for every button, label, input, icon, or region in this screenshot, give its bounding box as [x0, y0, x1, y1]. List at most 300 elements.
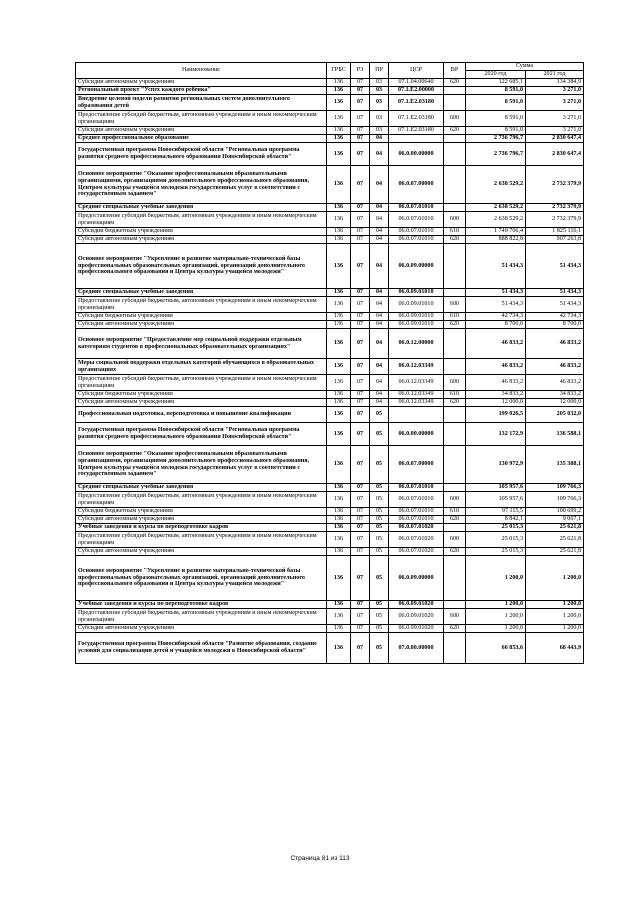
- cell-sum-2020: 51 434,3: [466, 297, 526, 313]
- cell-sum-2020: 8 591,0: [466, 111, 526, 127]
- cell-grbs: 136: [327, 228, 351, 236]
- cell-vr: 600: [444, 111, 466, 127]
- cell-pr: 05: [370, 524, 389, 532]
- cell-pr: 05: [370, 548, 389, 556]
- header-pr: ПР: [370, 63, 389, 79]
- table-row: [76, 313, 584, 321]
- cell-sum-2020: 51 434,3: [466, 244, 526, 289]
- cell-csr: 07.1.E2.00000: [389, 87, 444, 95]
- cell-grbs: 136: [327, 79, 351, 87]
- cell-rz: 07: [351, 79, 370, 87]
- cell-sum-2021: 25 621,8: [526, 532, 584, 548]
- table-row: [76, 609, 584, 625]
- cell-sum-2021: 2 732 379,9: [526, 212, 584, 228]
- cell-sum-2021: 1 200,0: [526, 601, 584, 609]
- table-row: [76, 95, 584, 111]
- table-row: [76, 204, 584, 212]
- cell-sum-2021: 1 200,0: [526, 609, 584, 625]
- cell-sum-2020: 12 000,0: [466, 399, 526, 407]
- cell-grbs: 136: [327, 516, 351, 524]
- budget-table-container: [75, 62, 583, 664]
- cell-vr: [444, 289, 466, 297]
- cell-grbs: 136: [327, 508, 351, 516]
- cell-pr: 04: [370, 313, 389, 321]
- cell-sum-2021: 1 200,0: [526, 625, 584, 633]
- cell-vr: 600: [444, 532, 466, 548]
- cell-name: Средние специальные учебные заведения: [76, 204, 327, 212]
- cell-sum-2020: 132 172,9: [466, 423, 526, 446]
- cell-rz: 07: [351, 609, 370, 625]
- cell-grbs: 136: [327, 166, 351, 204]
- table-row: [76, 399, 584, 407]
- cell-vr: 610: [444, 313, 466, 321]
- cell-name: Основное мероприятие "Укрепление и развитие материально-технической базы профессиональных образовательных организаций, организаций дополнительного профессионального образования и Центра культуры учащейся молодежи": [76, 244, 327, 289]
- cell-csr: 06.0.09.00000: [389, 244, 444, 289]
- cell-csr: 06.0.09.01020: [389, 625, 444, 633]
- cell-name: Государственная программа Новосибирской области "Региональная программа развития среднего профессионального образования Новосибирской области": [76, 143, 327, 166]
- table-row: [76, 228, 584, 236]
- cell-grbs: 136: [327, 87, 351, 95]
- cell-csr: 06.0.12.03349: [389, 391, 444, 399]
- cell-csr: [389, 135, 444, 143]
- cell-sum-2020: 2 638 529,2: [466, 212, 526, 228]
- cell-grbs: 136: [327, 329, 351, 359]
- table-row: [76, 423, 584, 446]
- cell-grbs: 136: [327, 524, 351, 532]
- cell-sum-2020: 2 638 529,2: [466, 204, 526, 212]
- cell-sum-2020: 25 015,3: [466, 532, 526, 548]
- cell-sum-2021: 46 833,2: [526, 375, 584, 391]
- cell-rz: 07: [351, 236, 370, 244]
- cell-sum-2021: 34 833,2: [526, 391, 584, 399]
- cell-rz: 07: [351, 289, 370, 297]
- cell-sum-2020: 105 957,6: [466, 484, 526, 492]
- cell-pr: 04: [370, 297, 389, 313]
- cell-csr: 07.1.04.00640: [389, 79, 444, 87]
- cell-name: Субсидии автономным учреждениям: [76, 236, 327, 244]
- cell-name: Предоставление субсидий бюджетным, автономным учреждениям и иным некоммерческим организациям: [76, 212, 327, 228]
- cell-pr: 05: [370, 625, 389, 633]
- cell-sum-2020: 25 015,3: [466, 548, 526, 556]
- cell-sum-2020: 2 638 529,2: [466, 166, 526, 204]
- cell-vr: 620: [444, 127, 466, 135]
- cell-rz: 07: [351, 399, 370, 407]
- cell-vr: [444, 166, 466, 204]
- table-row: [76, 321, 584, 329]
- cell-vr: [444, 244, 466, 289]
- cell-sum-2021: 3 271,0: [526, 127, 584, 135]
- cell-sum-2021: 9 067,1: [526, 516, 584, 524]
- cell-grbs: 136: [327, 446, 351, 484]
- cell-rz: 07: [351, 228, 370, 236]
- cell-pr: 04: [370, 135, 389, 143]
- cell-grbs: 136: [327, 391, 351, 399]
- cell-name: Основное мероприятие "Укрепление и развитие материально-технической базы профессиональных образовательных организаций, организаций дополнительного профессионального образования и Центра культуры учащейся молодежи": [76, 556, 327, 601]
- cell-vr: [444, 204, 466, 212]
- cell-rz: 07: [351, 446, 370, 484]
- cell-sum-2020: 8 700,0: [466, 321, 526, 329]
- table-row: [76, 508, 584, 516]
- table-row: [76, 446, 584, 484]
- table-row: [76, 135, 584, 143]
- cell-name: Субсидии автономным учреждениям: [76, 321, 327, 329]
- header-year-2021: 2021 год: [526, 71, 584, 79]
- cell-pr: 05: [370, 484, 389, 492]
- header-grbs: ГРБС: [327, 63, 351, 79]
- cell-pr: 03: [370, 87, 389, 95]
- table-row: [76, 244, 584, 289]
- header-csr: ЦСР: [389, 63, 444, 79]
- cell-sum-2020: 8 591,0: [466, 95, 526, 111]
- cell-sum-2021: 46 833,2: [526, 329, 584, 359]
- cell-grbs: 136: [327, 236, 351, 244]
- cell-pr: 03: [370, 127, 389, 135]
- cell-csr: 06.0.12.03349: [389, 399, 444, 407]
- cell-pr: 04: [370, 244, 389, 289]
- cell-pr: 04: [370, 321, 389, 329]
- cell-grbs: 136: [327, 313, 351, 321]
- cell-rz: 07: [351, 524, 370, 532]
- cell-sum-2020: 1 200,0: [466, 609, 526, 625]
- cell-sum-2021: 136 588,1: [526, 423, 584, 446]
- cell-csr: 06.0.07.01010: [389, 508, 444, 516]
- cell-grbs: 136: [327, 297, 351, 313]
- cell-sum-2021: 205 032,0: [526, 407, 584, 423]
- cell-vr: 610: [444, 508, 466, 516]
- cell-vr: 600: [444, 212, 466, 228]
- cell-sum-2021: 2 732 379,9: [526, 166, 584, 204]
- cell-name: Среднее профессиональное образование: [76, 135, 327, 143]
- cell-vr: 610: [444, 228, 466, 236]
- cell-rz: 07: [351, 111, 370, 127]
- cell-sum-2020: 8 591,0: [466, 127, 526, 135]
- cell-sum-2021: 3 271,0: [526, 95, 584, 111]
- budget-table: [75, 62, 584, 664]
- cell-grbs: 136: [327, 609, 351, 625]
- cell-name: Меры социальной поддержки отдельных категорий обучающихся в образовательных организациях: [76, 359, 327, 375]
- cell-sum-2021: 2 732 379,9: [526, 204, 584, 212]
- cell-name: Основное мероприятие "Оказание профессиональными образовательными организациями, организациями дополнительного профессионального образования, Центром культуры учащейся молодежи государственных услуг в соответствии с государственным заданием": [76, 166, 327, 204]
- cell-rz: 07: [351, 127, 370, 135]
- cell-grbs: 136: [327, 625, 351, 633]
- cell-rz: 07: [351, 423, 370, 446]
- cell-vr: 610: [444, 391, 466, 399]
- cell-name: Средние специальные учебные заведения: [76, 289, 327, 297]
- cell-vr: 620: [444, 79, 466, 87]
- cell-sum-2020: 51 434,3: [466, 289, 526, 297]
- cell-name: Субсидии автономным учреждениям: [76, 127, 327, 135]
- cell-grbs: 136: [327, 375, 351, 391]
- cell-grbs: 136: [327, 95, 351, 111]
- cell-vr: [444, 601, 466, 609]
- table-row: [76, 516, 584, 524]
- cell-pr: 05: [370, 508, 389, 516]
- cell-pr: 05: [370, 633, 389, 664]
- cell-vr: [444, 446, 466, 484]
- cell-grbs: 136: [327, 399, 351, 407]
- table-row: [76, 212, 584, 228]
- cell-rz: 07: [351, 359, 370, 375]
- cell-name: Средние специальные учебные заведения: [76, 484, 327, 492]
- table-row: [76, 127, 584, 135]
- cell-sum-2021: 109 766,3: [526, 492, 584, 508]
- cell-sum-2021: 3 271,0: [526, 87, 584, 95]
- cell-sum-2020: 34 833,2: [466, 391, 526, 399]
- cell-sum-2020: 122 685,1: [466, 79, 526, 87]
- cell-csr: 06.0.07.01010: [389, 228, 444, 236]
- cell-csr: 06.0.07.01020: [389, 524, 444, 532]
- table-row: [76, 289, 584, 297]
- cell-rz: 07: [351, 516, 370, 524]
- cell-pr: 04: [370, 289, 389, 297]
- cell-name: Учебные заведения и курсы по переподготовке кадров: [76, 601, 327, 609]
- cell-vr: 600: [444, 297, 466, 313]
- cell-vr: [444, 95, 466, 111]
- cell-csr: 06.0.07.01020: [389, 548, 444, 556]
- cell-pr: 05: [370, 446, 389, 484]
- cell-csr: 06.0.07.01010: [389, 236, 444, 244]
- cell-pr: 03: [370, 111, 389, 127]
- table-row: [76, 556, 584, 601]
- cell-vr: 620: [444, 321, 466, 329]
- cell-rz: 07: [351, 87, 370, 95]
- table-row: [76, 391, 584, 399]
- table-row: [76, 329, 584, 359]
- cell-sum-2021: 12 000,0: [526, 399, 584, 407]
- cell-grbs: 136: [327, 289, 351, 297]
- cell-sum-2021: 135 388,1: [526, 446, 584, 484]
- cell-pr: 05: [370, 601, 389, 609]
- cell-name: Государственная программа Новосибирской области "Развитие образования, создание условий для социализации детей и учащейся молодежи в Новосибирской области": [76, 633, 327, 664]
- cell-pr: 05: [370, 532, 389, 548]
- cell-vr: [444, 143, 466, 166]
- cell-rz: 07: [351, 391, 370, 399]
- cell-sum-2021: 42 734,3: [526, 313, 584, 321]
- cell-sum-2021: 2 830 647,4: [526, 143, 584, 166]
- cell-rz: 07: [351, 484, 370, 492]
- cell-rz: 07: [351, 375, 370, 391]
- cell-grbs: 136: [327, 127, 351, 135]
- cell-grbs: 136: [327, 212, 351, 228]
- cell-rz: 07: [351, 633, 370, 664]
- table-row: [76, 297, 584, 313]
- cell-rz: 07: [351, 212, 370, 228]
- table-row: [76, 87, 584, 95]
- cell-sum-2021: 2 830 647,4: [526, 135, 584, 143]
- cell-name: Субсидии автономным учреждениям: [76, 625, 327, 633]
- cell-vr: 620: [444, 548, 466, 556]
- cell-sum-2021: 1 200,0: [526, 556, 584, 601]
- cell-name: Предоставление субсидий бюджетным, автономным учреждениям и иным некоммерческим организациям: [76, 532, 327, 548]
- cell-rz: 07: [351, 244, 370, 289]
- cell-rz: 07: [351, 297, 370, 313]
- table-row: [76, 143, 584, 166]
- cell-csr: 06.0.09.01020: [389, 609, 444, 625]
- cell-grbs: 136: [327, 601, 351, 609]
- cell-csr: 06.0.12.03349: [389, 359, 444, 375]
- cell-csr: 06.0.12.00000: [389, 329, 444, 359]
- cell-name: Предоставление субсидий бюджетным, автономным учреждениям и иным некоммерческим организациям: [76, 297, 327, 313]
- cell-sum-2021: 25 621,8: [526, 548, 584, 556]
- cell-name: Основное мероприятие "Оказание профессиональными образовательными организациями, организациями дополнительного профессионального образования, Центром культуры учащейся молодежи государственных услуг в соответствии с государственным заданием": [76, 446, 327, 484]
- cell-name: Субсидии автономным учреждениям: [76, 548, 327, 556]
- cell-rz: 07: [351, 492, 370, 508]
- cell-sum-2020: 1 749 706,4: [466, 228, 526, 236]
- cell-vr: 600: [444, 492, 466, 508]
- header-rz: РЗ: [351, 63, 370, 79]
- cell-csr: 06.0.00.00000: [389, 423, 444, 446]
- cell-vr: [444, 423, 466, 446]
- cell-sum-2020: 1 200,0: [466, 625, 526, 633]
- cell-pr: 05: [370, 516, 389, 524]
- cell-csr: 06.0.12.03349: [389, 375, 444, 391]
- cell-pr: 05: [370, 492, 389, 508]
- header-name: Наименование: [76, 63, 327, 79]
- cell-sum-2020: 46 833,2: [466, 329, 526, 359]
- table-row: [76, 532, 584, 548]
- cell-name: Субсидии автономным учреждениям: [76, 399, 327, 407]
- cell-grbs: 136: [327, 135, 351, 143]
- cell-csr: 06.0.09.00000: [389, 556, 444, 601]
- cell-grbs: 136: [327, 548, 351, 556]
- cell-csr: [389, 407, 444, 423]
- cell-sum-2021: 1 825 116,1: [526, 228, 584, 236]
- cell-grbs: 136: [327, 244, 351, 289]
- cell-sum-2020: 199 026,5: [466, 407, 526, 423]
- cell-vr: [444, 524, 466, 532]
- cell-pr: 04: [370, 228, 389, 236]
- cell-csr: 06.0.09.01010: [389, 297, 444, 313]
- cell-sum-2021: 907 263,8: [526, 236, 584, 244]
- table-row: [76, 601, 584, 609]
- table-row: [76, 166, 584, 204]
- cell-sum-2021: 51 434,3: [526, 244, 584, 289]
- cell-pr: 05: [370, 407, 389, 423]
- cell-csr: 07.1.E2.03180: [389, 95, 444, 111]
- cell-grbs: 136: [327, 484, 351, 492]
- cell-vr: 620: [444, 516, 466, 524]
- cell-vr: 600: [444, 375, 466, 391]
- cell-sum-2020: 25 015,3: [466, 524, 526, 532]
- cell-sum-2020: 66 853,6: [466, 633, 526, 664]
- cell-name: Субсидии бюджетным учреждениям: [76, 508, 327, 516]
- cell-csr: 06.0.07.01010: [389, 212, 444, 228]
- cell-name: Основное мероприятие "Предоставление мер социальной поддержки отдельным категориям студентов в профессиональных образовательных организациях": [76, 329, 327, 359]
- cell-csr: 06.0.07.01010: [389, 492, 444, 508]
- cell-vr: [444, 359, 466, 375]
- cell-csr: 06.0.09.01010: [389, 313, 444, 321]
- table-row: [76, 236, 584, 244]
- cell-vr: [444, 135, 466, 143]
- cell-name: Государственная программа Новосибирской области "Региональная программа развития среднего профессионального образования Новосибирской области": [76, 423, 327, 446]
- table-row: [76, 548, 584, 556]
- table-row: [76, 625, 584, 633]
- cell-sum-2021: 68 443,9: [526, 633, 584, 664]
- cell-sum-2021: 109 766,3: [526, 484, 584, 492]
- cell-sum-2021: 46 833,2: [526, 359, 584, 375]
- cell-name: Профессиональная подготовка, переподготовка и повышение квалификации: [76, 407, 327, 423]
- cell-name: Региональный проект "Успех каждого ребенка": [76, 87, 327, 95]
- cell-grbs: 136: [327, 143, 351, 166]
- cell-vr: 620: [444, 399, 466, 407]
- cell-sum-2020: 97 115,5: [466, 508, 526, 516]
- cell-sum-2020: 130 972,9: [466, 446, 526, 484]
- cell-pr: 04: [370, 359, 389, 375]
- cell-sum-2021: 134 384,9: [526, 79, 584, 87]
- cell-name: Учебные заведения и курсы по переподготовке кадров: [76, 524, 327, 532]
- cell-rz: 07: [351, 166, 370, 204]
- cell-csr: 06.0.07.01010: [389, 484, 444, 492]
- cell-csr: 06.0.09.01020: [389, 601, 444, 609]
- cell-rz: 07: [351, 625, 370, 633]
- cell-sum-2020: 2 736 796,7: [466, 135, 526, 143]
- cell-sum-2021: 25 621,8: [526, 524, 584, 532]
- table-row: [76, 492, 584, 508]
- cell-grbs: 136: [327, 111, 351, 127]
- cell-sum-2021: 51 434,3: [526, 289, 584, 297]
- cell-name: Субсидии бюджетным учреждениям: [76, 391, 327, 399]
- cell-name: Внедрение целевой модели развития региональных систем дополнительного образования детей: [76, 95, 327, 111]
- cell-name: Субсидии автономным учреждениям: [76, 516, 327, 524]
- cell-csr: 06.0.00.00000: [389, 143, 444, 166]
- cell-sum-2020: 1 200,0: [466, 601, 526, 609]
- cell-vr: [444, 556, 466, 601]
- table-row: [76, 375, 584, 391]
- cell-vr: [444, 87, 466, 95]
- cell-vr: 600: [444, 609, 466, 625]
- cell-pr: 05: [370, 556, 389, 601]
- header-year-2020: 2020 год: [466, 71, 526, 79]
- cell-pr: 04: [370, 204, 389, 212]
- cell-rz: 07: [351, 601, 370, 609]
- cell-rz: 07: [351, 407, 370, 423]
- cell-grbs: 136: [327, 633, 351, 664]
- cell-pr: 04: [370, 236, 389, 244]
- cell-vr: 620: [444, 236, 466, 244]
- cell-sum-2020: 1 200,0: [466, 556, 526, 601]
- cell-rz: 07: [351, 321, 370, 329]
- cell-pr: 04: [370, 166, 389, 204]
- cell-sum-2020: 46 833,2: [466, 359, 526, 375]
- cell-pr: 04: [370, 391, 389, 399]
- cell-pr: 05: [370, 423, 389, 446]
- table-row: [76, 79, 584, 87]
- cell-vr: [444, 329, 466, 359]
- cell-csr: 06.0.09.01010: [389, 321, 444, 329]
- cell-sum-2021: 8 700,0: [526, 321, 584, 329]
- cell-csr: 06.0.07.00000: [389, 166, 444, 204]
- cell-sum-2021: 3 271,0: [526, 111, 584, 127]
- header-vr: ВР: [444, 63, 466, 79]
- cell-grbs: 136: [327, 204, 351, 212]
- cell-rz: 07: [351, 556, 370, 601]
- cell-vr: [444, 633, 466, 664]
- cell-rz: 07: [351, 532, 370, 548]
- cell-grbs: 136: [327, 407, 351, 423]
- cell-sum-2020: 42 734,3: [466, 313, 526, 321]
- cell-pr: 03: [370, 79, 389, 87]
- table-row: [76, 633, 584, 664]
- cell-vr: [444, 407, 466, 423]
- cell-pr: 04: [370, 399, 389, 407]
- table-row: [76, 407, 584, 423]
- cell-rz: 07: [351, 313, 370, 321]
- table-row: [76, 524, 584, 532]
- cell-pr: 04: [370, 212, 389, 228]
- cell-pr: 03: [370, 95, 389, 111]
- cell-name: Предоставление субсидий бюджетным, автономным учреждениям и иным некоммерческим организациям: [76, 492, 327, 508]
- page-footer: Страница 81 из 113: [290, 855, 350, 862]
